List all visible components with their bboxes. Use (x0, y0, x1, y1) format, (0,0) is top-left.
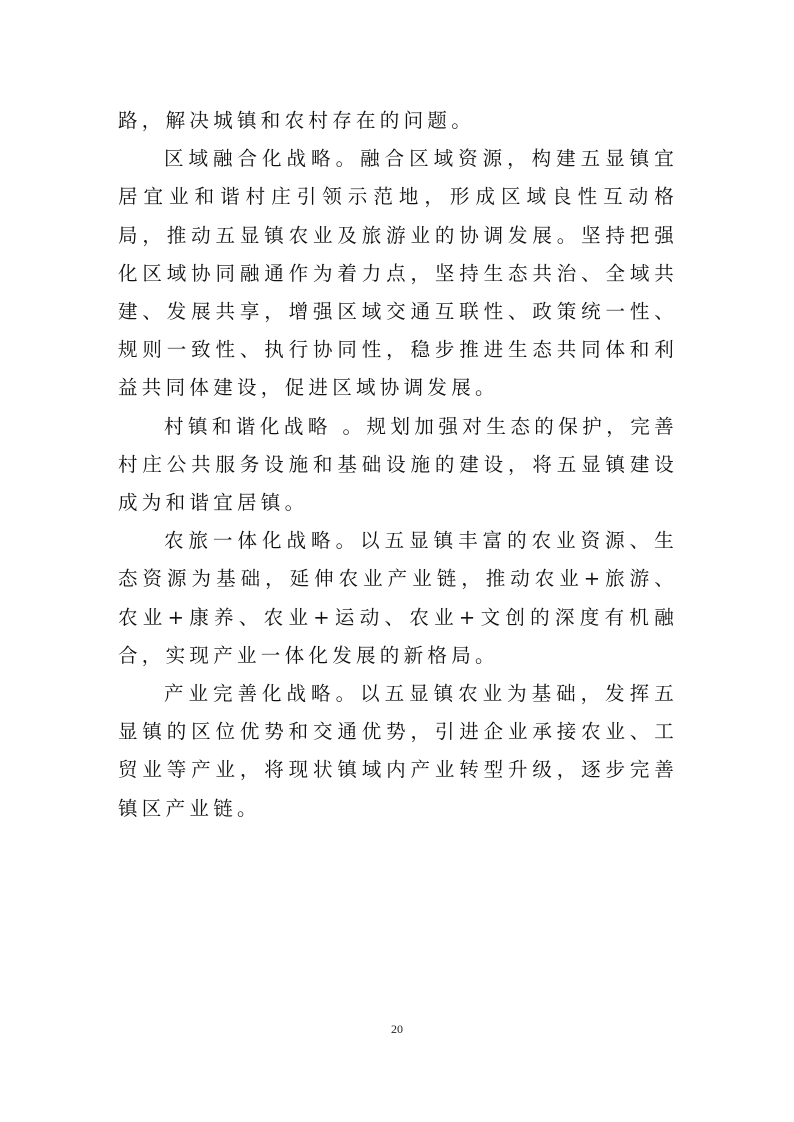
paragraph-agri-tourism: 农旅一体化战略。以五显镇丰富的农业资源、生态资源为基础，延伸农业产业链，推动农业+旅游、农业+康养、农业+运动、农业+文创的深度有机融合，实现产业一体化发展的新格局。 (118, 529, 678, 667)
paragraph-industry-improvement: 产业完善化战略。以五显镇农业为基础，发挥五显镇的区位优势和交通优势，引进企业承接农业、工贸业等产业，将现状镇域内产业转型升级，逐步完善镇区产业链。 (118, 682, 678, 820)
body-text (118, 102, 678, 828)
paragraph-continuation: 路，解决城镇和农村存在的问题。 (118, 109, 476, 132)
page-number: 20 (391, 1022, 403, 1036)
paragraph-village-harmony: 村镇和谐化战略 。规划加强对生态的保护，完善村庄公共服务设施和基础设施的建设，将五显镇建设成为和谐宜居镇。 (118, 414, 678, 515)
paragraph-regional-integration: 区域融合化战略。融合区域资源，构建五显镇宜居宜业和谐村庄引领示范地，形成区域良性互动格局，推动五显镇农业及旅游业的协调发展。坚持把强化区域协同融通作为着力点，坚持生态共治、全域共建、发展共享，增强区域交通互联性、政策统一性、规则一致性、执行协同性，稳步推进生态共同体和利益共同体建设，促进区域协调发展。 (118, 147, 678, 400)
